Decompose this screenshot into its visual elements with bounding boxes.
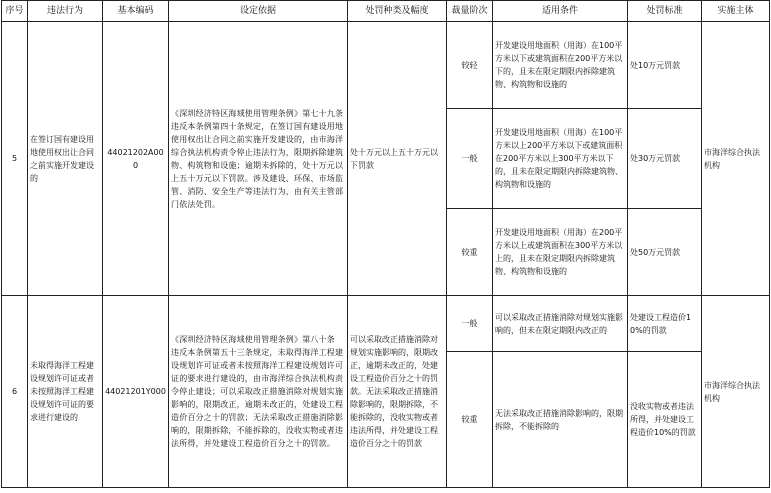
penalty-standard: 处50万元罚款 [628, 209, 702, 296]
penalty-range: 处十万元以上五十万元以下罚款 [348, 22, 447, 296]
penalty-range: 可以采取改正措施消除对规划实施影响的，限期改正，逾期未改正的，处建设工程造价百分之十的罚款。无法采取改正措施消除影响的，限期拆除，不能拆除的，没收实物或者违法所得，并处建设工程造价百分之十的罚款 [348, 296, 447, 488]
row-number: 6 [2, 296, 28, 488]
applicable-condition: 开发建设用地面积（用海）在200平方米以上或建筑面积在300平方米以上的，且未在限定期限内拆除建筑物、构筑物和设施的 [493, 209, 628, 296]
row-number: 5 [2, 22, 28, 296]
violation-behavior: 未取得海洋工程建设规划许可证或者未按照海洋工程建设规划许可证的要求进行建设的 [28, 296, 103, 488]
penalty-table [1, 0, 770, 488]
basic-code: 44021202A000 [103, 22, 169, 296]
enforcement-agency: 市海洋综合执法机构 [702, 22, 770, 296]
penalty-standard: 处10万元罚款 [628, 22, 702, 109]
applicable-condition: 无法采取改正措施消除影响的，限期拆除，不能拆除的 [493, 352, 628, 488]
header-level: 裁量阶次 [447, 1, 493, 22]
discretion-level: 较重 [447, 352, 493, 488]
header-behavior: 违法行为 [28, 1, 103, 22]
header-no: 序号 [2, 1, 28, 22]
applicable-condition: 开发建设用地面积（用海）在100平方米以下或建筑面积在200平方米以下的，且未在限定期限内拆除建筑物、构筑物和设施的 [493, 22, 628, 109]
legal-basis: 《深圳经济特区海域使用管理条例》第七十九条 违反本条例第四十条规定，在签订国有建设用地使用权出让合同之前实施开发建设的，由市海洋综合执法机构责令停止违法行为，限期拆除建筑物、构筑物和设施；逾期未拆除的，处十万元以上五十万元以下罚款。涉及建设、环保、市场监管、消防、安全生产等违法行为，由有关主管部门依法处罚。 [169, 22, 348, 296]
discretion-level: 一般 [447, 109, 493, 209]
penalty-standard: 处30万元罚款 [628, 109, 702, 209]
table-row [2, 22, 770, 109]
header-basis: 设定依据 [169, 1, 348, 22]
header-standard: 处罚标准 [628, 1, 702, 22]
basic-code: 44021201Y000 [103, 296, 169, 488]
header-row [2, 1, 770, 22]
violation-behavior: 在签订国有建设用地使用权出让合同之前实施开发建设的 [28, 22, 103, 296]
header-code: 基本编码 [103, 1, 169, 22]
table-row [2, 296, 770, 352]
legal-basis: 《深圳经济特区海域使用管理条例》第八十条 违反本条例第五十三条规定，未取得海洋工程建设规划许可证或者未按照海洋工程建设规划许可证的要求进行建设的，由市海洋综合执法机构责令停止建设；可以采取改正措施消除对规划实施影响的，限期改正，逾期未改正的，处建设工程造价百分之十的罚款；无法采取改正措施消除影响的，限期拆除，不能拆除的，没收实物或者违法所得，并处建设工程造价百分之十的罚款。 [169, 296, 348, 488]
header-penalty: 处罚种类及幅度 [348, 1, 447, 22]
applicable-condition: 开发建设用地面积（用海）在100平方米以上200平方米以下或建筑面积在200平方米以上300平方米以下的，且未在限定期限内拆除建筑物、构筑物和设施的 [493, 109, 628, 209]
discretion-level: 较重 [447, 209, 493, 296]
enforcement-agency: 市海洋综合执法机构 [702, 296, 770, 488]
applicable-condition: 可以采取改正措施消除对规划实施影响的，但未在限定期限内改正的 [493, 296, 628, 352]
discretion-level: 较轻 [447, 22, 493, 109]
penalty-standard: 没收实物或者违法所得，并处建设工程造价10%的罚款 [628, 352, 702, 488]
header-agency: 实施主体 [702, 1, 770, 22]
discretion-level: 一般 [447, 296, 493, 352]
penalty-standard: 处建设工程造价10%的罚款 [628, 296, 702, 352]
header-condition: 适用条件 [493, 1, 628, 22]
